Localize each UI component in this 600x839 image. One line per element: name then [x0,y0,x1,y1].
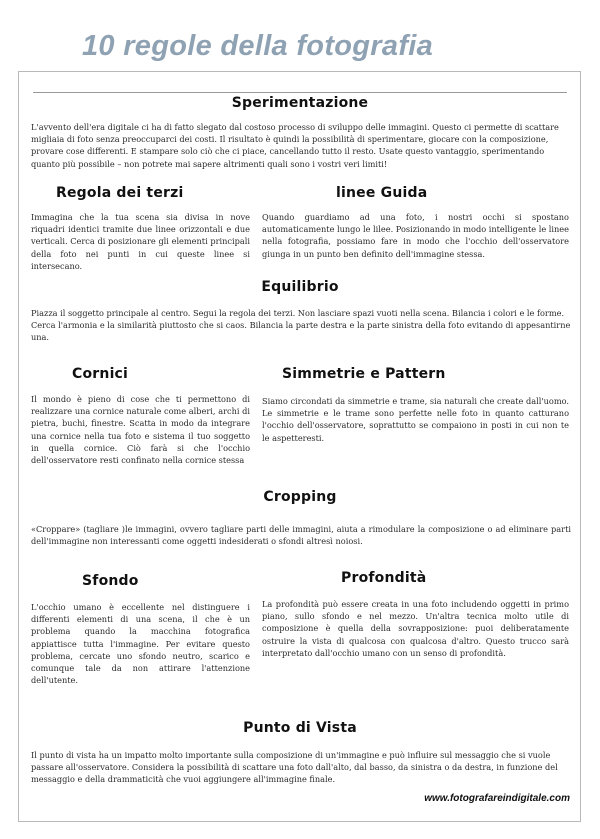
heading-equilibrio: Equilibrio [261,279,339,295]
heading-sfondo: Sfondo [82,573,139,589]
top-divider [33,92,567,93]
heading-linee-guida: linee Guida [336,185,428,201]
text-cornici: Il mondo è pieno di cose che ti permettono di realizzare una cornice naturale come alberi, archi di pietra, buchi, finestre. Scatta in modo da integrare una cornice nella tua foto e sistema il tuo soggetto in quella cornice. Ciò farà si che l'occhio dell'osservatore resti confinato nella cornice stessa [31,394,250,466]
text-cropping: «Croppare» (tagliare )le immagini, ovvero tagliare parti delle immagini, aiuta a rimodulare la composizione o ad eliminare parti dell'immagine non interessanti come oggetti indesiderati o sfondi altresì noiosi. [31,524,571,547]
heading-sperimentazione: Sperimentazione [231,95,369,111]
text-sfondo: L'occhio umano è eccellente nel distinguere i differenti elementi di una scena, il che è un problema quando la macchina fotografica appiattisce tutta l'immagine. Per evitare questo problema, cercate uno sfondo neutro, scarico e comunque tale da non attirare l'attenzione dell'utente. [31,602,250,686]
text-sperimentazione: L'avvento dell'era digitale ci ha di fatto slegato dal costoso processo di sviluppo delle immagini. Questo ci permette di scattare migliaia di foto senza preoccuparci dei costi. Il risultato è quindi la possibilità di sperimentare, giocare con la composizione, provare cose differenti. E stampare solo ciò che ci piace, cancellando tutto il resto. Usate questo vantaggio, sperimentando quanto più possibile – non potrete mai sapere altrimenti quali sono i vostri veri limiti! [31,122,559,169]
text-linee-guida: Quando guardiamo ad una foto, i nostri occhi si spostano automaticamente lungo le lilee. Posizionando in modo intelligente le linee nella fotografia, possiamo fare in modo che l'occhio dell'osservatore giunga in un punto ben definito dell'immagine stessa. [262,212,569,259]
heading-regola-dei-terzi: Regola dei terzi [56,185,184,201]
text-punto-di-vista: Il punto di vista ha un impatto molto importante sulla composizione di un'immagine e può influire sul messaggio che si vuole passare all'osservatore. Considera la possibilità di scattare una foto dall'alto, dal basso, da sinistra o da destra, in funzione del messaggio e della drammaticità che vuoi aggiungere all'immagine finale. [31,750,558,785]
heading-profondita: Profondità [341,570,427,586]
document-title: 10 regole della fotografia [82,30,434,62]
heading-cropping: Cropping [263,489,337,505]
text-regola-dei-terzi: Immagina che la tua scena sia divisa in nove riquadri identici tramite due linee orizzontali e due verticali. Cerca di posizionare gli elementi principali della foto nei punti in cui queste linee si intersecano. [31,212,250,271]
heading-punto-di-vista: Punto di Vista [243,720,357,736]
heading-cornici: Cornici [72,366,129,382]
text-profondita: La profondità può essere creata in una foto includendo oggetti in primo piano, sullo sfondo e nel mezzo. Un'altra tecnica molto utile di composizione è quella della sovrapposizione: puoi deliberatamente ostruire la vista di qualcosa con qualcosa d'altro. Questo trucco sarà interpretato dall'occhio umano con un senso di profondità. [262,599,569,658]
text-simmetrie-e-pattern: Siamo circondati da simmetrie e trame, sia naturali che create dall'uomo. Le simmetrie e le trame sono perfette nelle foto in quanto catturano l'occhio dell'osservatore, soprattutto se compaiono in posti in cui non te le aspetteresti. [262,396,569,443]
footer-website: www.fotografareindigitale.com [424,793,570,804]
text-equilibrio: Piazza il soggetto principale al centro. Segui la regola dei terzi. Non lasciare spazi vuoti nella scena. Bilancia i colori e le forme. Cerca l'armonia e la similarità piuttosto che si caos. Bilancia la parte destra e la parte sinistra della foto evitando di appesantirne una. [31,308,571,343]
heading-simmetrie-e-pattern: Simmetrie e Pattern [282,366,446,382]
